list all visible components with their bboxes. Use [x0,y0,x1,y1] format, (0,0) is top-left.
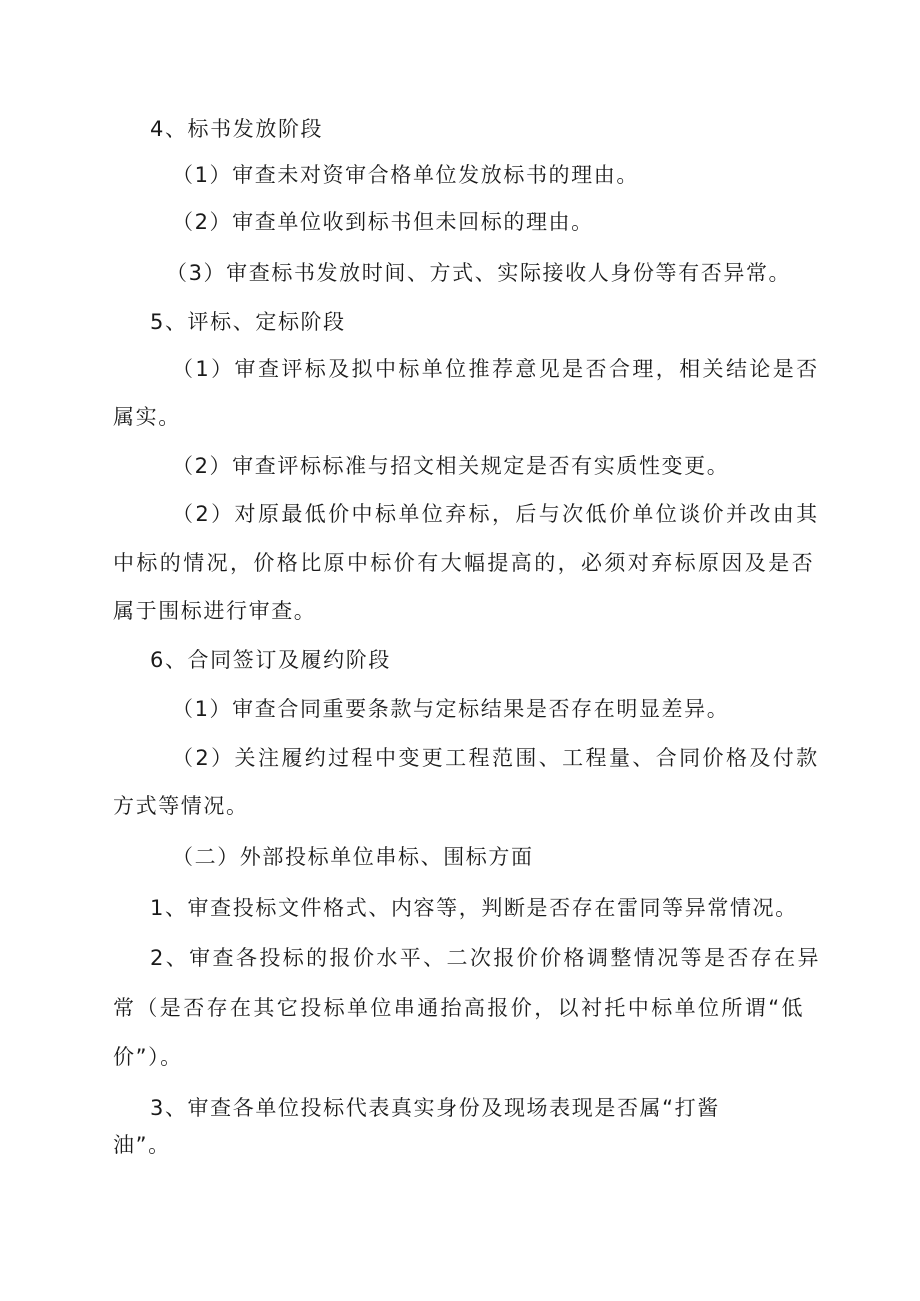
item-5-1-line2: 属实。 [113,405,181,429]
heading-4-bid-issuance: 4、标书发放阶段 [150,117,324,141]
item-6-2-line1: （2）关注履约过程中变更工程范围、工程量、合同价格及付款 [172,746,820,770]
item-5-2: （2）审查评标标准与招文相关规定是否有实质性变更。 [172,454,730,478]
external-item-3-line2: 油”。 [113,1133,171,1157]
item-6-2-line2: 方式等情况。 [113,794,249,818]
external-item-2-line2: 常（是否存在其它投标单位串通抬高报价，以衬托中标单位所谓“低 [113,996,805,1020]
item-4-1: （1）审查未对资审合格单位发放标书的理由。 [172,163,639,187]
item-5-3-line3: 属于围标进行审查。 [113,599,317,623]
external-item-2-line3: 价”）。 [113,1045,183,1069]
item-4-3: （3）审查标书发放时间、方式、实际接收人身份等有否异常。 [166,261,792,285]
heading-6-contract: 6、合同签订及履约阶段 [150,648,391,672]
item-5-1-line1: （1）审查评标及拟中标单位推荐意见是否合理，相关结论是否 [172,357,820,381]
external-item-3-line1: 3、审查各单位投标代表真实身份及现场表现是否属“打酱 [150,1096,720,1120]
item-4-2: （2）审查单位收到标书但未回标的理由。 [172,210,594,234]
external-item-2-line1: 2、审查各投标的报价水平、二次报价价格调整情况等是否存在异 [150,946,821,970]
item-6-1: （1）审查合同重要条款与定标结果是否存在明显差异。 [172,697,730,721]
section-external-bidders: （二）外部投标单位串标、围标方面 [172,845,534,869]
heading-5-evaluation: 5、评标、定标阶段 [150,310,346,334]
external-item-1: 1、审查投标文件格式、内容等，判断是否存在雷同等异常情况。 [150,896,798,920]
item-5-3-line2: 中标的情况，价格比原中标价有大幅提高的，必须对弃标原因及是否 [113,551,815,575]
item-5-3-line1: （2）对原最低价中标单位弃标，后与次低价单位谈价并改由其 [172,502,820,526]
